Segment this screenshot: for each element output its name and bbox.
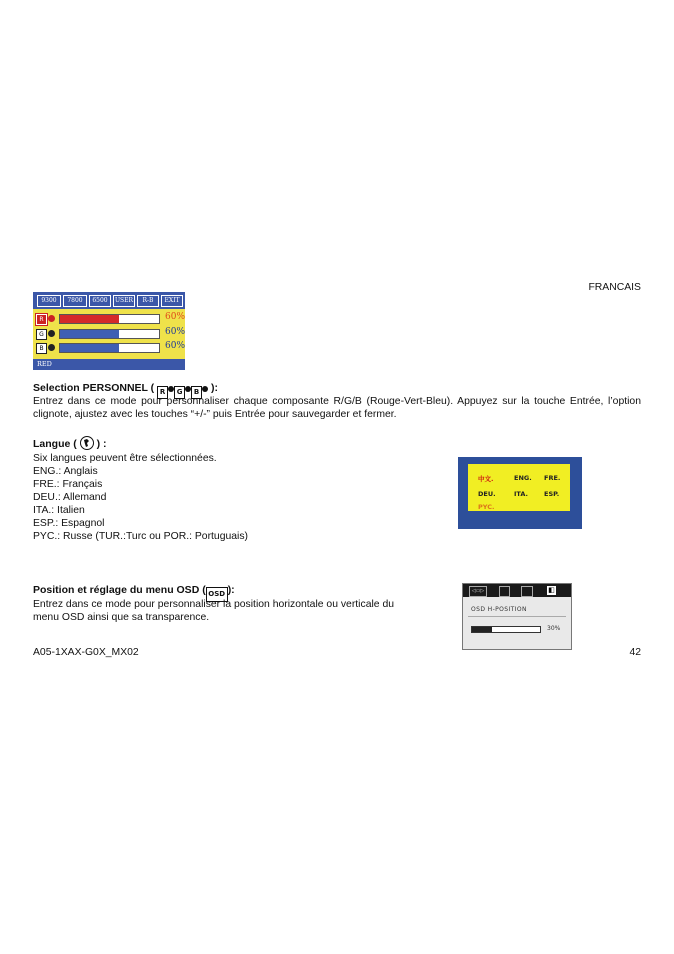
lang-option-esp: ESP. bbox=[544, 490, 560, 498]
exit-icon: ◧ bbox=[548, 586, 555, 594]
heading-langue-suffix: ) : bbox=[93, 438, 107, 450]
blue-value: 60% bbox=[165, 341, 186, 351]
osd-hposition-label: OSD H-POSITION bbox=[471, 606, 527, 613]
color-osd-footer: RED bbox=[33, 359, 185, 370]
heading-personnel-suffix: ): bbox=[208, 382, 219, 394]
osd-button-rb: R-B bbox=[137, 295, 159, 307]
green-value: 60% bbox=[165, 327, 186, 337]
position-osd-iconbar bbox=[463, 584, 571, 597]
osd-button-9300: 9300 bbox=[37, 295, 61, 307]
footer-doc-id: A05-1XAX-G0X_MX02 bbox=[33, 647, 139, 658]
green-slider-track bbox=[59, 329, 160, 339]
blue-slider-fill bbox=[60, 344, 119, 352]
hposition-value: 30% bbox=[547, 625, 561, 632]
osd-body-line-1: Entrez dans ce mode pour personnaliser la position horizontale ou verticale du bbox=[33, 599, 394, 610]
blue-chip-icon: B bbox=[36, 343, 47, 354]
langue-eng: ENG.: Anglais bbox=[33, 466, 98, 477]
r-chip-icon: R bbox=[157, 386, 168, 399]
red-chip-icon: R bbox=[36, 314, 47, 325]
langue-intro: Six langues peuvent être sélectionnées. bbox=[33, 453, 217, 464]
osd-separator bbox=[468, 616, 566, 617]
footer-page-number: 42 bbox=[629, 647, 641, 658]
langue-pyc: PYC.: Russe (TUR.:Turc ou POR.: Portuguais) bbox=[33, 531, 248, 542]
langue-esp: ESP.: Espagnol bbox=[33, 518, 105, 529]
osd-button-exit: EXIT bbox=[161, 295, 183, 307]
language-osd-illustration bbox=[458, 457, 582, 529]
heading-langue-prefix: Langue ( bbox=[33, 438, 80, 450]
langue-list bbox=[33, 452, 248, 543]
page-header-language: FRANCAIS bbox=[588, 282, 641, 293]
heading-personnel-prefix: Selection PERSONNEL ( bbox=[33, 382, 158, 394]
heading-osd-prefix: Position et réglage du menu OSD ( bbox=[33, 584, 206, 596]
color-osd-topbar bbox=[33, 292, 185, 309]
langue-deu: DEU.: Allemand bbox=[33, 492, 107, 503]
lang-option-chinese: 中文. bbox=[478, 475, 494, 483]
red-slider-track bbox=[59, 314, 160, 324]
lang-option-fre: FRE. bbox=[544, 474, 561, 482]
green-chip-icon: G bbox=[36, 329, 47, 340]
langue-ita: ITA.: Italien bbox=[33, 505, 85, 516]
osd-icon: OSD bbox=[206, 587, 228, 602]
position-osd-illustration bbox=[462, 583, 572, 650]
lang-option-ita: ITA. bbox=[514, 490, 528, 498]
osd-body bbox=[33, 598, 394, 624]
osd-button-user: USER bbox=[113, 295, 135, 307]
globe-icon bbox=[80, 436, 94, 450]
osd-button-6500: 6500 bbox=[89, 295, 111, 307]
green-dot-icon bbox=[48, 330, 55, 337]
g-chip-icon: G bbox=[174, 386, 185, 399]
b-chip-icon: B bbox=[191, 386, 202, 399]
langue-fre: FRE.: Français bbox=[33, 479, 103, 490]
color-osd-illustration bbox=[33, 292, 185, 370]
heading-osd-suffix: ): bbox=[227, 584, 235, 596]
vposition-icon bbox=[499, 586, 510, 597]
personnel-body: Entrez dans ce mode pour personnaliser chaque composante R/G/B (Rouge-Vert-Bleu). Appuyez sur la touche Entrée, l’option clignote, ajustez avec les touches “+/-” puis Entrée pour sauvegarder et fermer. bbox=[33, 396, 641, 420]
lang-option-pyc: PYC. bbox=[478, 503, 495, 511]
transparency-icon bbox=[521, 586, 533, 597]
blue-dot-icon bbox=[48, 344, 55, 351]
hposition-slider-fill bbox=[472, 627, 492, 632]
blue-slider-track bbox=[59, 343, 160, 353]
lang-option-eng: ENG. bbox=[514, 474, 532, 482]
heading-langue bbox=[33, 436, 107, 452]
osd-button-7800: 7800 bbox=[63, 295, 87, 307]
red-dot-icon bbox=[48, 315, 55, 322]
red-slider-fill bbox=[60, 315, 119, 323]
red-value: 60% bbox=[165, 312, 186, 322]
osd-body-line-2: menu OSD ainsi que sa transparence. bbox=[33, 612, 210, 623]
green-slider-fill bbox=[60, 330, 119, 338]
lang-option-deu: DEU. bbox=[478, 490, 496, 498]
hposition-icon: ◁▭▷ bbox=[469, 586, 487, 597]
hposition-slider-track bbox=[471, 626, 541, 633]
